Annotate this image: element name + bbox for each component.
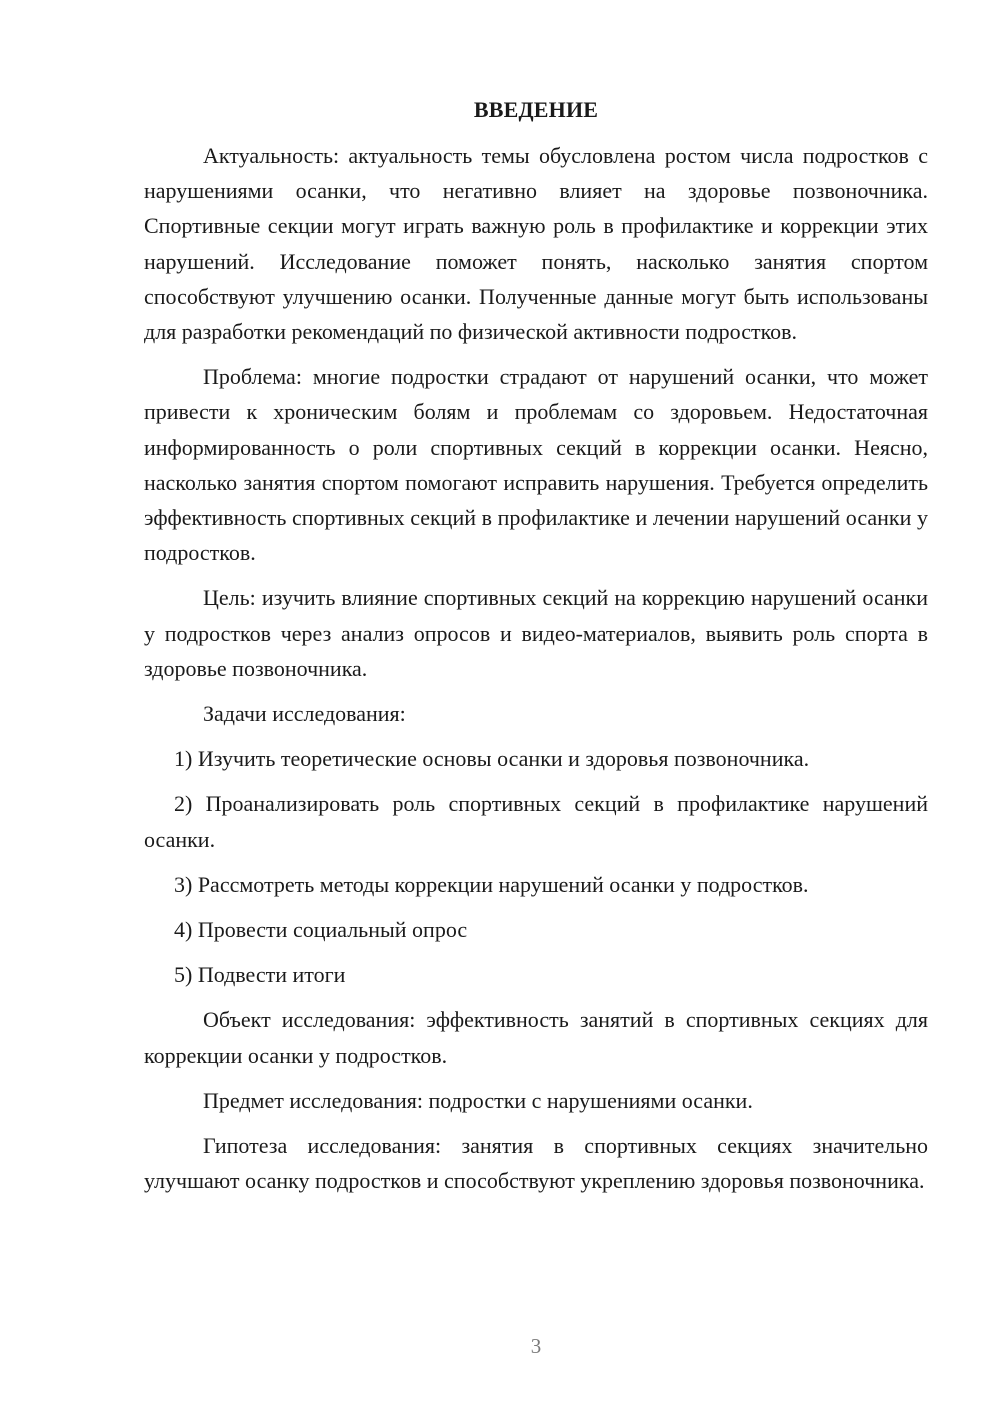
paragraph-object: Объект исследования: эффективность занятий в спортивных секциях для коррекции осанки у подростков.: [144, 1007, 928, 1068]
paragraph-goal: Цель: изучить влияние спортивных секций на коррекцию нарушений осанки у подростков через анализ опросов и видео-материалов, выявить роль спорта в здоровье позвоночника.: [144, 585, 928, 681]
task-item: 3) Рассмотреть методы коррекции нарушений осанки у подростков.: [174, 871, 809, 897]
task-item: 4) Провести социальный опрос: [174, 917, 468, 943]
paragraph-hypothesis: Гипотеза исследования: занятия в спортивных секциях значительно улучшают осанку подростков и способствуют укреплению здоровья позвоночника.: [144, 1133, 928, 1194]
paragraph-tasks-intro: Задачи исследования:: [203, 701, 406, 727]
paragraph-subject: Предмет исследования: подростки с нарушениями осанки.: [203, 1087, 753, 1113]
section-heading: ВВЕДЕНИЕ: [473, 97, 599, 122]
page-number: 3: [530, 1334, 542, 1358]
task-item: 5) Подвести итоги: [174, 962, 346, 988]
paragraph-problem: Проблема: многие подростки страдают от нарушений осанки, что может привести к хроническим болям и проблемам со здоровьем. Недостаточная информированность о роли спортивных секций в коррекции осанки. Неясно, насколько занятия спортом помогают исправить нарушения. Требуется определить эффективность спортивных секций в профилактике и лечении нарушений осанки у подростков.: [144, 364, 928, 566]
page-content: [144, 95, 928, 1198]
paragraph-relevance: Актуальность: актуальность темы обусловлена ростом числа подростков с нарушениями осанки, что негативно влияет на здоровье позвоночника. Спортивные секции могут играть важную роль в профилактике и коррекции этих нарушений. Исследование поможет понять, насколько занятия спортом способствуют улучшению осанки. Полученные данные могут быть использованы для разработки рекомендаций по физической активности подростков.: [144, 143, 928, 345]
task-item: 1) Изучить теоретические основы осанки и здоровья позвоночника.: [174, 746, 810, 772]
task-item: 2) Проанализировать роль спортивных секций в профилактике нарушений осанки.: [144, 791, 928, 852]
